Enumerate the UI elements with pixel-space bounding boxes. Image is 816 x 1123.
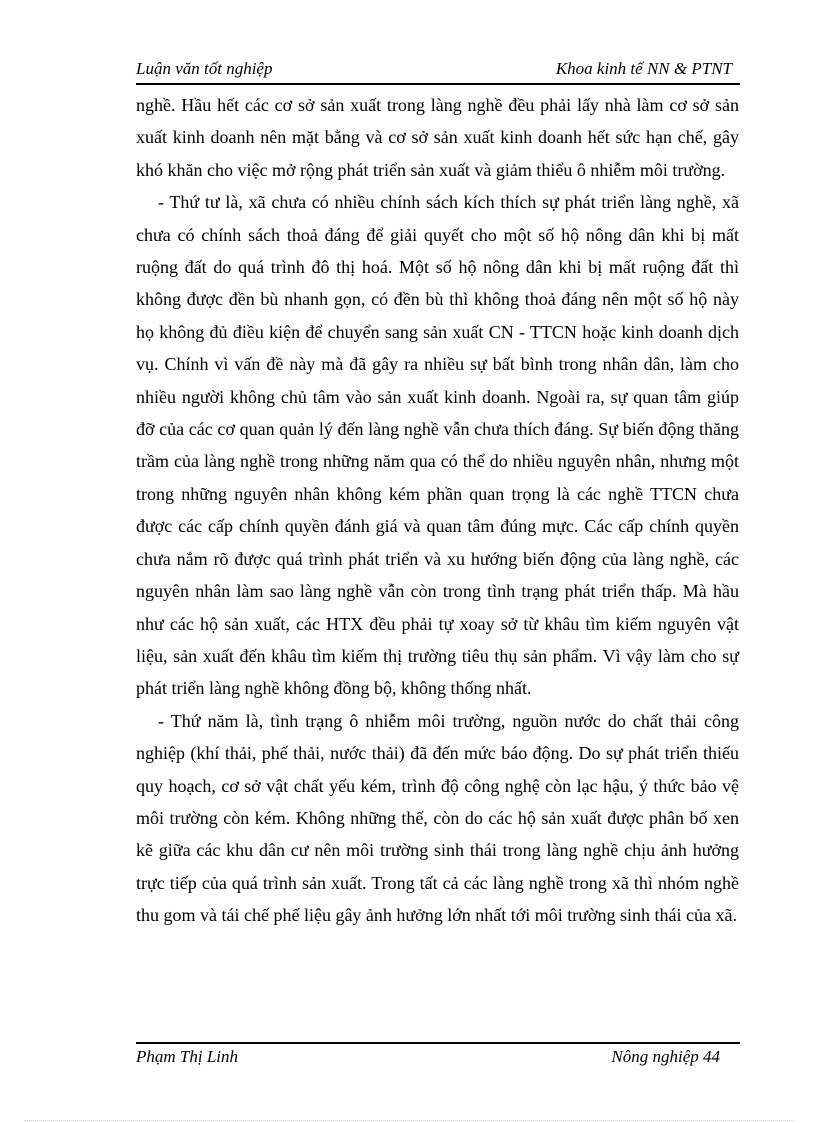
header-thesis-title: Luận văn tốt nghiệp (136, 59, 273, 78)
footer-class-page: Nông nghiệp 44 (611, 1047, 720, 1066)
page-header (136, 57, 740, 85)
footer-author: Phạm Thị Linh (136, 1047, 239, 1066)
header-faculty: Khoa kinh tế NN & PTNT (555, 59, 732, 78)
paragraph-fourth-reason: - Thứ tư là, xã chưa có nhiều chính sách kích thích sự phát triển làng nghề, xã chưa có chính sách thoả đáng để giải quyết cho một số hộ nông dân khi bị mất ruộng đất do quá trình đô thị hoá. Một số hộ nông dân khi bị mất ruộng đất thì không được đền bù nhanh gọn, có đền bù thì không thoả đáng nên một số hộ này họ không đủ điều kiện để chuyển sang sản xuất CN - TTCN hoặc kinh doanh dịch vụ. Chính vì vấn đề này mà đã gây ra nhiều sự bất bình trong nhân dân, làm cho nhiều người không chủ tâm vào sản xuất kinh doanh. Ngoài ra, sự quan tâm giúp đỡ của các cơ quan quản lý đến làng nghề vẫn chưa thích đáng. Sự biến động thăng trầm của làng nghề trong những năm qua có thể do nhiều nguyên nhân, nhưng một trong những nguyên nhân không kém phần quan trọng là các nghề TTCN chưa được các cấp chính quyền đánh giá và quan tâm đúng mực. Các cấp chính quyền chưa nắm rõ được quá trình phát triển và xu hướng biến động của làng nghề, các nguyên nhân làm sao làng nghề vẫn còn trong tình trạng phát triển thấp. Mà hầu như các hộ sản xuất, các HTX đều phải tự xoay sở từ khâu tìm kiếm nguyên vật liệu, sản xuất đến khâu tìm kiếm thị trường tiêu thụ sản phẩm. Vì vậy làm cho sự phát triển làng nghề không đồng bộ, không thống nhất. (136, 192, 739, 699)
page-edge-divider (24, 1120, 794, 1121)
paragraph-continuation: nghề. Hầu hết các cơ sở sản xuất trong làng nghề đều phải lấy nhà làm cơ sở sản xuất kinh doanh nên mặt bằng và cơ sở sản xuất kinh doanh hết sức hạn chế, gây khó khăn cho việc mở rộng phát triển sản xuất và giảm thiểu ô nhiễm môi trường. (136, 95, 739, 180)
paragraph-fifth-reason: - Thứ năm là, tình trạng ô nhiễm môi trường, nguồn nước do chất thải công nghiệp (khí thải, phế thải, nước thải) đã đến mức báo động. Do sự phát triển thiếu quy hoạch, cơ sở vật chất yếu kém, trình độ công nghệ còn lạc hậu, ý thức bảo vệ môi trường còn kém. Không những thế, còn do các hộ sản xuất được phân bố xen kẽ giữa các khu dân cư nên môi trường sinh thái trong làng nghề chịu ảnh hưởng trực tiếp của quá trình sản xuất. Trong tất cả các làng nghề trong xã thì nhóm nghề thu gom và tái chế phế liệu gây ảnh hưởng lớn nhất tới môi trường sinh thái của xã. (136, 710, 739, 926)
body-text (136, 89, 739, 932)
page-footer (136, 1042, 740, 1070)
